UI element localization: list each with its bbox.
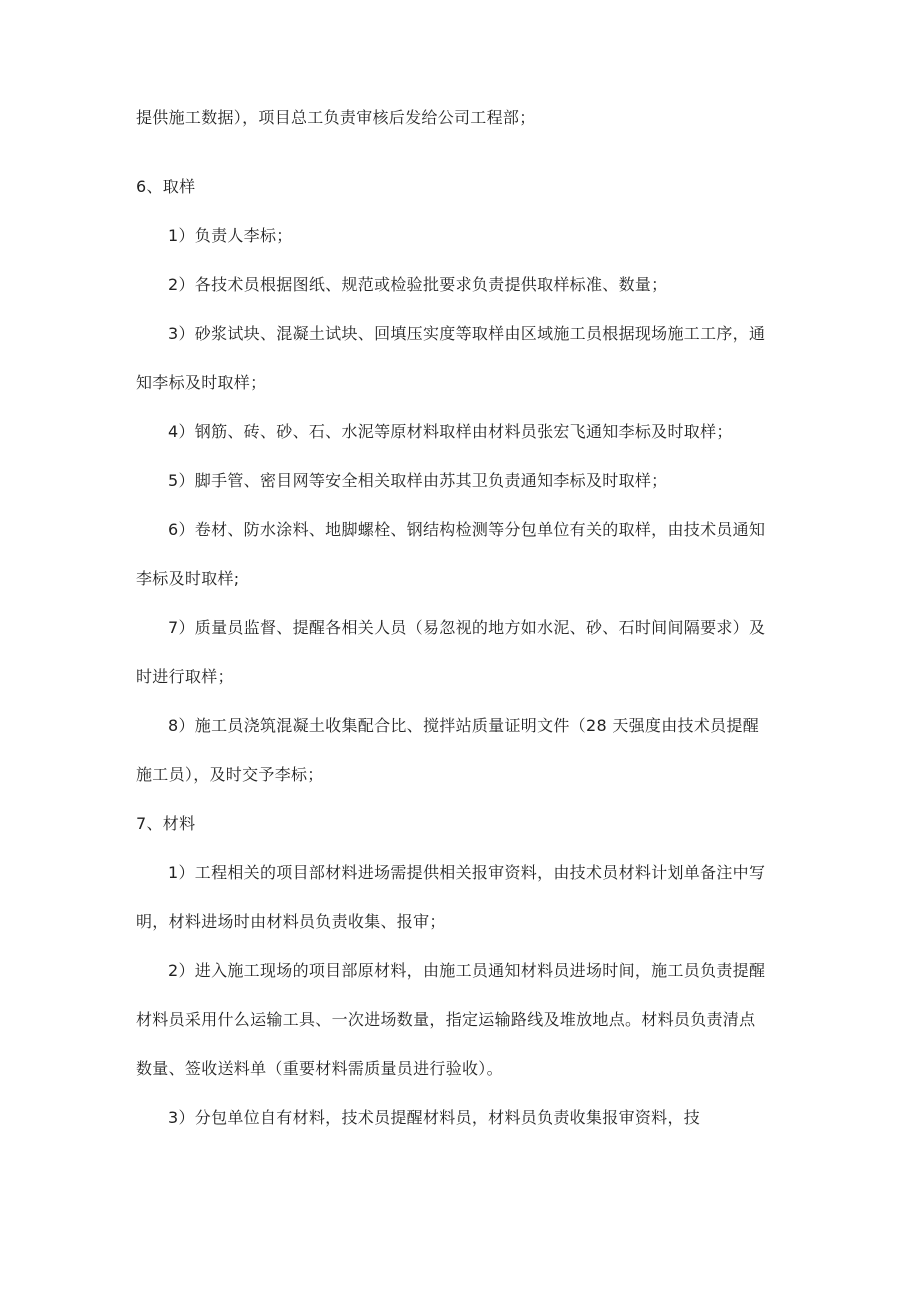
section-heading-sampling: 6、取样 (136, 177, 196, 196)
materials-item-2: 2）进入施工现场的项目部原材料，由施工员通知材料员进场时间，施工员负责提醒 (168, 961, 766, 980)
section-heading-materials: 7、材料 (136, 814, 196, 833)
materials-item-1: 1）工程相关的项目部材料进场需提供相关报审资料，由技术员材料计划单备注中写 (168, 863, 766, 882)
paragraph-continuation: 提供施工数据），项目总工负责审核后发给公司工程部； (136, 108, 536, 127)
sampling-item-7: 7）质量员监督、提醒各相关人员（易忽视的地方如水泥、砂、石时间间隔要求）及 (168, 618, 766, 637)
sampling-item-3-continuation: 知李标及时取样； (136, 373, 267, 392)
sampling-item-2: 2）各技术员根据图纸、规范或检验批要求负责提供取样标准、数量； (168, 275, 668, 294)
materials-item-2-continuation-1: 材料员采用什么运输工具、一次进场数量，指定运输路线及堆放地点。材料员负责清点 (136, 1010, 756, 1029)
sampling-item-8-continuation: 施工员），及时交予李标； (136, 765, 324, 784)
sampling-item-8: 8）施工员浇筑混凝土收集配合比、搅拌站质量证明文件（28 天强度由技术员提醒 (168, 716, 760, 735)
sampling-item-1: 1）负责人李标； (168, 226, 293, 245)
sampling-item-7-continuation: 时进行取样； (136, 667, 234, 686)
sampling-item-5: 5）脚手管、密目网等安全相关取样由苏其卫负责通知李标及时取样； (168, 471, 668, 490)
sampling-item-6-continuation: 李标及时取样; (136, 569, 240, 588)
materials-item-1-continuation: 明，材料进场时由材料员负责收集、报审； (136, 912, 446, 931)
materials-item-3: 3）分包单位自有材料，技术员提醒材料员，材料员负责收集报审资料，技 (168, 1108, 701, 1127)
sampling-item-6: 6）卷材、防水涂料、地脚螺栓、钢结构检测等分包单位有关的取样，由技术员通知 (168, 520, 766, 539)
materials-item-2-continuation-2: 数量、签收送料单（重要材料需质量员进行验收）。 (136, 1059, 503, 1078)
sampling-item-3: 3）砂浆试块、混凝土试块、回填压实度等取样由区域施工员根据现场施工工序，通 (168, 324, 766, 343)
sampling-item-4: 4）钢筋、砖、砂、石、水泥等原材料取样由材料员张宏飞通知李标及时取样； (168, 422, 733, 441)
